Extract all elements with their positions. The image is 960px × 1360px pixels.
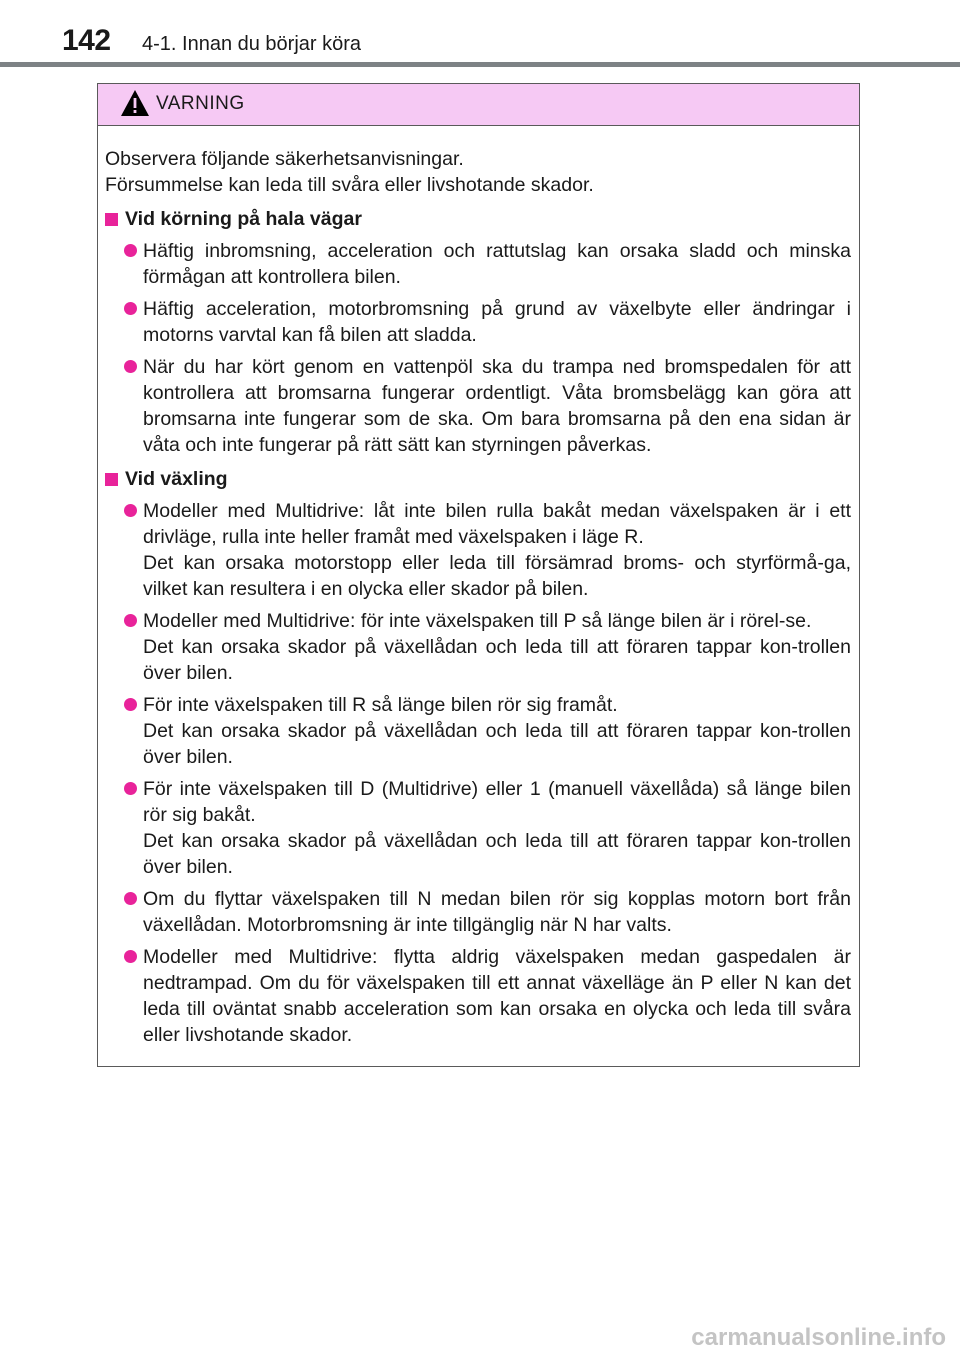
list-item: [105, 498, 851, 602]
bullet-list: [105, 498, 851, 1048]
circle-bullet-icon: [124, 698, 137, 711]
list-item-text: Modeller med Multidrive: flytta aldrig växelspaken medan gaspedalen är nedtrampad. Om du för växelspaken till ett annat växelläge än P eller N kan det leda till oväntat snabb acceleration som kan orsaka en olycka och leda till svåra eller livshotande skador.: [143, 946, 851, 1046]
list-item-text: Det kan orsaka skador på växellådan och leda till att föraren tappar kon-trollen över bilen.: [143, 830, 851, 878]
square-bullet-icon: [105, 213, 118, 226]
list-item-text: För inte växelspaken till D (Multidrive) eller 1 (manuell växellåda) så länge bilen rör sig bakåt.: [143, 778, 851, 826]
list-item-text: Det kan orsaka skador på växellådan och leda till att föraren tappar kon-trollen över bilen.: [143, 636, 851, 684]
warning-intro: [105, 146, 851, 198]
subsection-heading-text: Vid växling: [125, 468, 228, 490]
list-item-text: Häftig acceleration, motorbromsning på grund av växelbyte eller ändringar i motorns varvtal kan få bilen att sladda.: [143, 298, 851, 346]
subsection-heading: [105, 206, 851, 232]
list-item-text: Det kan orsaka motorstopp eller leda till försämrad broms- och styrförmå-ga, vilket kan resultera i en olycka eller skador på bilen.: [143, 552, 851, 600]
circle-bullet-icon: [124, 782, 137, 795]
warning-triangle-icon: [120, 89, 150, 117]
square-bullet-icon: [105, 473, 118, 486]
list-item: [105, 238, 851, 290]
circle-bullet-icon: [124, 950, 137, 963]
list-item: [105, 776, 851, 880]
circle-bullet-icon: [124, 244, 137, 257]
list-item-text: Modeller med Multidrive: för inte växelspaken till P så länge bilen är i rörel-se.: [143, 610, 812, 632]
warning-subsection: [105, 466, 851, 1048]
intro-line: Försummelse kan leda till svåra eller livshotande skador.: [105, 174, 594, 196]
warning-box: [97, 83, 860, 1067]
list-item-text: Modeller med Multidrive: låt inte bilen rulla bakåt medan växelspaken är i ett drivläge, rulla inte heller framåt med växelspaken i läge R.: [143, 500, 851, 548]
list-item-text: Om du flyttar växelspaken till N medan bilen rör sig kopplas motorn bort från växellådan. Motorbromsning är inte tillgänglig när N har valts.: [143, 888, 851, 936]
warning-header: [98, 84, 859, 126]
warning-body: [98, 126, 859, 1048]
warning-sections: [105, 206, 851, 1048]
list-item-text: För inte växelspaken till R så länge bilen rör sig framåt.: [143, 694, 618, 716]
list-item-text: När du har kört genom en vattenpöl ska du trampa ned bromspedalen för att kontrollera att bromsarna fungerar ordentligt. Våta bromsbelägg kan göra att bromsarna inte fungerar som de ska. Om bara bromsarna på den ena sidan är våta och inte fungerar på rätt sätt kan styrningen påverkas.: [143, 356, 851, 456]
intro-line: Observera följande säkerhetsanvisningar.: [105, 148, 464, 170]
subsection-heading-text: Vid körning på hala vägar: [125, 208, 362, 230]
list-item: [105, 608, 851, 686]
section-title: 4-1. Innan du börjar köra: [142, 33, 362, 55]
warning-title: VARNING: [156, 93, 245, 114]
header-rule: [0, 62, 960, 67]
list-item: [105, 354, 851, 458]
bullet-list: [105, 238, 851, 458]
list-item: [105, 886, 851, 938]
warning-subsection: [105, 206, 851, 458]
list-item: [105, 944, 851, 1048]
list-item-text: Häftig inbromsning, acceleration och rattutslag kan orsaka sladd och minska förmågan att kontrollera bilen.: [143, 240, 851, 288]
circle-bullet-icon: [124, 302, 137, 315]
list-item-text: Det kan orsaka skador på växellådan och leda till att föraren tappar kon-trollen över bilen.: [143, 720, 851, 768]
list-item: [105, 692, 851, 770]
list-item: [105, 296, 851, 348]
subsection-heading: [105, 466, 851, 492]
watermark: carmanualsonline.info: [691, 1324, 946, 1351]
circle-bullet-icon: [124, 504, 137, 517]
circle-bullet-icon: [124, 360, 137, 373]
circle-bullet-icon: [124, 892, 137, 905]
circle-bullet-icon: [124, 614, 137, 627]
page-number: 142: [62, 24, 111, 57]
